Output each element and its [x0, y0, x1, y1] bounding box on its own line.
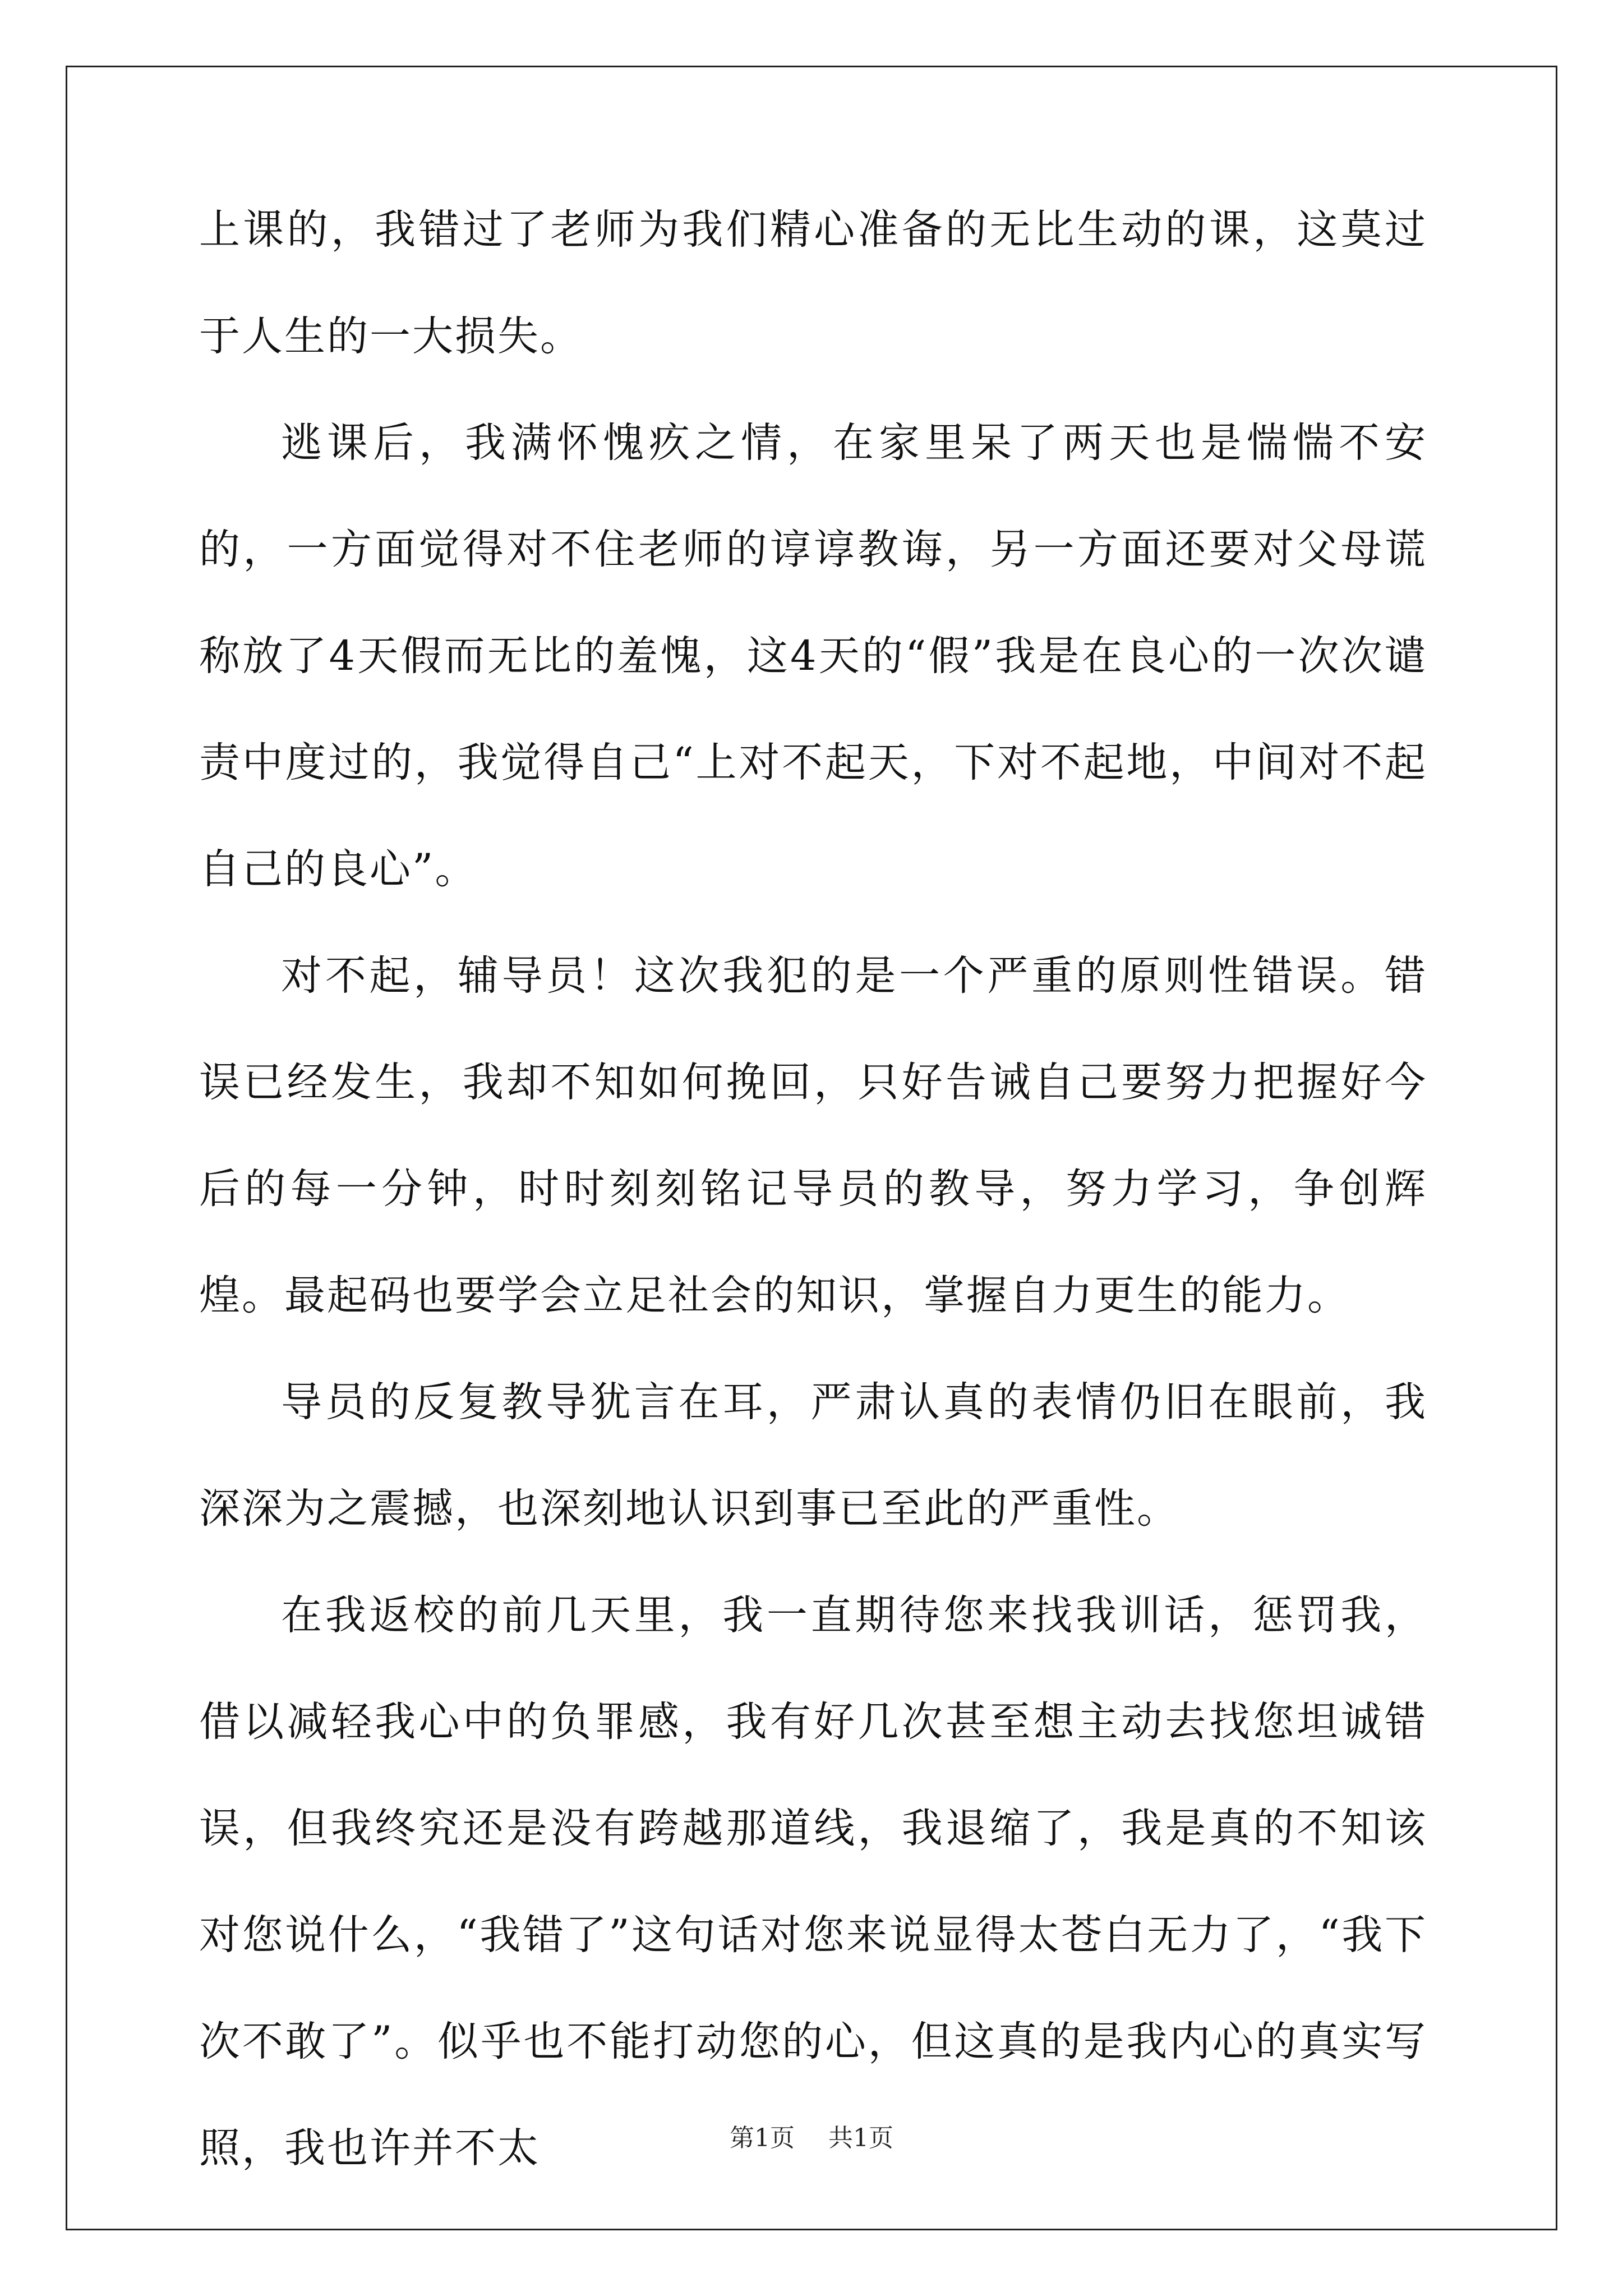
paragraph-3: 对不起，辅导员！这次我犯的是一个严重的原则性错误。错误已经发生，我却不知如何挽回，只好告诫自己要努力把握好今后的每一分钟，时时刻刻铭记导员的教导，努力学习，争创辉煌。最起码也要学会立足社会的知识，掌握自力更生的能力。 — [199, 952, 1427, 1319]
page-footer — [0, 2122, 1623, 2155]
page-total: 共1页 — [828, 2124, 893, 2152]
paragraph-5: 在我返校的前几天里，我一直期待您来找我训话，惩罚我，借以减轻我心中的负罪感，我有好几次甚至想主动去找您坦诚错误，但我终究还是没有跨越那道线，我退缩了，我是真的不知该对您说什么，“我错了”这句话对您来说显得太苍白无力了，“我下次不敢了”。似乎也不能打动您的心，但这真的是我内心的真实写照，我也许并不太 — [199, 1591, 1427, 2172]
paragraph-4: 导员的反复教导犹言在耳，严肃认真的表情仍旧在眼前，我深深为之震撼，也深刻地认识到事已至此的严重性。 — [199, 1378, 1427, 1533]
page-number: 第1页 — [730, 2124, 795, 2152]
document-body — [199, 206, 1427, 2202]
paragraph-2: 逃课后，我满怀愧疚之情，在家里呆了两天也是惴惴不安的，一方面觉得对不住老师的谆谆教诲，另一方面还要对父母谎称放了4天假而无比的羞愧，这4天的“假”我是在良心的一次次谴责中度过的，我觉得自己“上对不起天，下对不起地，中间对不起自己的良心”。 — [199, 419, 1427, 893]
paragraph-1: 上课的，我错过了老师为我们精心准备的无比生动的课，这莫过于人生的一大损失。 — [199, 206, 1427, 360]
